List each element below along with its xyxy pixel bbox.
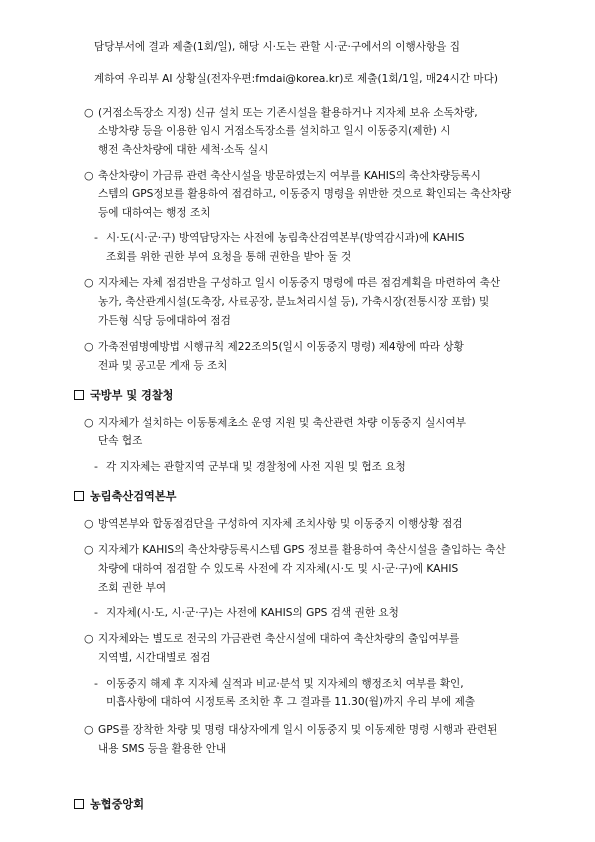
dash-bullet-icon: - [94,231,98,244]
checkbox-square-icon [74,390,84,400]
circle-bullet-icon: ○ [84,543,94,556]
item-text: 시·도(시·군·구) 방역담당자는 사전에 농림축산검역본부(방역감시과)에 KAHIS [106,232,465,244]
dash-bullet-icon: - [94,677,98,690]
circle-bullet-icon: ○ [84,632,94,645]
item-text: 각 지자체는 관할지역 군부대 및 경찰청에 사전 지원 및 협조 요청 [106,461,406,473]
item-text: 농가, 축산관계시설(도축장, 사료공장, 분뇨처리시설 등), 가축시장(전통시장 포함) 및 [98,296,490,308]
item-text: 가축전염병예방법 시행규칙 제22조의5(일시 이동중지 명령) 제4항에 따라 상황 [98,341,464,353]
item-text: 조회를 위한 권한 부여 요청을 통해 권한을 받아 둘 것 [106,251,352,263]
circle-bullet-icon: ○ [84,517,94,530]
circle-bullet-icon: ○ [84,723,94,736]
section-heading-qia [74,490,176,504]
dash-bullet-icon: - [94,460,98,473]
item-text: 방역본부와 합동점검단을 구성하여 지자체 조치사항 및 이동중지 이행상황 점검 [98,518,463,530]
circle-bullet-icon: ○ [84,340,94,353]
item-text: 스템의 GPS정보를 활용하여 점검하고, 이동중지 명령을 위반한 것으로 확인되는 축산차량 [98,188,512,200]
checkbox-square-icon [74,799,84,809]
item-text: GPS를 장착한 차량 및 명령 대상자에게 일시 이동중지 및 이동제한 명령 시행과 관련된 [98,724,498,736]
section-title: 농림축산검역본부 [90,490,177,503]
circle-bullet-icon: ○ [84,416,94,429]
circle-bullet-icon: ○ [84,169,94,182]
item-text: 미흡사항에 대하여 시정토록 조치한 후 그 결과를 11.30(월)까지 우리 부에 제출 [106,696,476,708]
intro-line-1: 담당부서에 결과 제출(1회/일), 해당 시·도는 관할 시·군·구에서의 이행사항을 집 [94,41,460,53]
item-text: 지자체는 자체 점검반을 구성하고 일시 이동중지 명령에 따른 점검계획을 마련하여 축산 [98,277,501,289]
circle-bullet-icon: ○ [84,106,94,119]
checkbox-square-icon [74,491,84,501]
item-text: 등에 대하여는 행정 조치 [98,207,211,219]
item-text: 지자체가 KAHIS의 축산차량등록시스템 GPS 정보를 활용하여 축산시설을 출입하는 축산 [98,544,506,556]
item-text: 행전 축산차량에 대한 세척·소독 실시 [98,144,269,156]
item-text: 지자체와는 별도로 전국의 가금관련 축산시설에 대하여 축산차량의 출입여부를 [98,633,460,645]
item-text: 차량에 대하여 점검할 수 있도록 사전에 각 지자체(시·도 및 시·군·구)에 KAHIS [98,563,459,575]
item-text: 이동중지 해제 후 지자체 실적과 비교·분석 및 지자체의 행정조치 여부를 확인, [106,678,464,690]
item-text: (거점소독장소 지정) 신규 설치 또는 기존시설을 활용하거나 지자체 보유 소독차량, [98,107,478,119]
item-text: 가든형 식당 등에대하여 점검 [98,315,231,327]
intro-line-2: 계하여 우리부 AI 상황실(전자우편:fmdai@korea.kr)로 제출(1회/1일, 매24시간 마다) [94,73,498,85]
item-text: 축산차량이 가금류 관련 축산시설을 방문하였는지 여부를 KAHIS의 축산차량등록시 [98,170,481,182]
section-title: 국방부 및 경찰청 [90,389,174,402]
item-text: 지자체(시·도, 시·군·구)는 사전에 KAHIS의 GPS 검색 권한 요청 [106,607,399,619]
dash-bullet-icon: - [94,606,98,619]
section-heading-nh [74,798,144,812]
item-text: 전파 및 공고문 게재 등 조치 [98,360,228,372]
section-heading-defense [74,389,173,403]
item-text: 단속 협조 [98,435,143,447]
circle-bullet-icon: ○ [84,276,94,289]
section-title: 농협중앙회 [90,798,145,811]
item-text: 소방차량 등을 이용한 임시 거점소독장소를 설치하고 일시 이동중지(제한) 시 [98,125,451,137]
item-text: 내용 SMS 등을 활용한 안내 [98,743,227,755]
item-text: 지역별, 시간대별로 점검 [98,652,211,664]
item-text: 지자체가 설치하는 이동통제초소 운영 지원 및 축산관련 차량 이동중지 실시여부 [98,417,467,429]
item-text: 조회 권한 부여 [98,582,167,594]
